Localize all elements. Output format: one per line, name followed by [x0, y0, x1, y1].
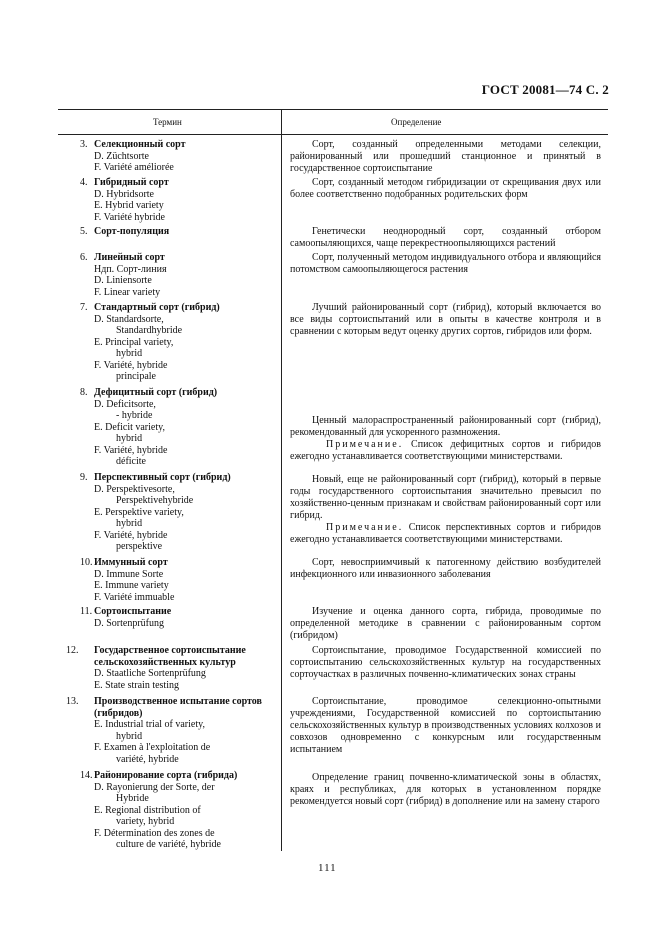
term-translation: F. Variété, hybride	[94, 444, 168, 456]
term-translation: F. Variété hybride	[94, 211, 165, 223]
term-translation: F. Variété améliorée	[94, 162, 174, 173]
term-number: 5.	[80, 226, 88, 237]
definition-text: Сорт, созданный методом гибридизации от скрещивания двух или более соответственно подобранных родительских форм	[290, 177, 601, 200]
term-number: 13.	[66, 696, 79, 707]
term-translation: E. State strain testing	[94, 679, 179, 691]
term-title: Сорт-популяция	[94, 226, 170, 237]
term-translation: Standardhybride	[116, 325, 183, 336]
term-translation: D. Immune Sorte	[94, 568, 164, 580]
term-number: 12.	[66, 645, 79, 656]
note-label: Примечание.	[326, 522, 404, 533]
term-cell	[80, 387, 290, 468]
term-translation: E. Regional distribution of	[94, 804, 201, 816]
definition-cell	[290, 139, 601, 175]
definition-text: Изучение и оценка данного сорта, гибрида, проводимые по определенной методике в сравнении с районированным сортом (гибридом)	[290, 606, 601, 641]
term-number: 11.	[80, 606, 93, 617]
table-header	[58, 109, 608, 135]
term-translation: D. Hybridsorte	[94, 188, 154, 200]
definition-cell	[290, 415, 601, 463]
term-cell	[80, 606, 290, 629]
term-translation: E. Deficit variety,	[94, 421, 165, 433]
term-translation: - hybride	[116, 410, 153, 421]
term-title: Дефицитный сорт (гибрид)	[94, 387, 218, 398]
note-text: Список перспективных сортов и гибридов ежегодно устанавливается соответствующими министерствами.	[290, 522, 602, 545]
term-translation: D. Sortenprüfung	[94, 617, 164, 629]
definition-text: Ценный малораспространенный районированный сорт (гибрид), рекомендованный для ускоренного размножения.	[290, 415, 601, 438]
page-number: 111	[318, 862, 337, 874]
term-title: Гибридный сорт	[94, 177, 169, 188]
definition-cell	[290, 302, 601, 338]
term-translation: E. Perspektive variety,	[94, 506, 184, 518]
definition-cell	[290, 474, 601, 546]
definition-cell	[290, 645, 601, 681]
term-translation: Hybride	[116, 793, 149, 804]
term-cell	[80, 226, 290, 238]
term-translation: D. Perspektivesorte,	[94, 483, 175, 495]
term-title: Линейный сорт	[94, 252, 165, 263]
term-translation: Perspektivehybride	[116, 495, 194, 506]
term-translation: E. Industrial trial of variety,	[94, 719, 205, 730]
term-number: 8.	[80, 387, 88, 398]
definition-text: Определение границ почвенно-климатической зоны в областях, краях и республиках, для которых в установленном порядке рекомендуется новый сорт (гибрид) в дополнение или на замену старого	[290, 772, 601, 807]
term-translation: hybrid	[116, 348, 143, 359]
term-translation: D. Liniensorte	[94, 275, 152, 286]
definition-text: Генетически неоднородный сорт, созданный отбором самоопыляющихся, чаще перекрестноопыляющихся растений	[290, 226, 601, 249]
term-translation: F. Examen à l'exploitation de	[94, 742, 211, 753]
term-title: Государственное сортоиспытание сельскохозяйственных культур	[94, 645, 246, 668]
term-number: 14.	[80, 770, 93, 781]
definition-cell	[290, 557, 601, 581]
definition-text: Сорт, созданный определенными методами селекции, районированный или прошедший станционное и принятый в государственное сортоиспытание	[290, 139, 601, 174]
term-cell	[80, 177, 290, 223]
term-title: Районирование сорта (гибрида)	[94, 770, 238, 781]
definition-cell	[290, 606, 601, 642]
term-translation: F. Variété immuable	[94, 591, 175, 603]
term-translation: E. Immune variety	[94, 580, 169, 591]
column-header-term: Термин	[153, 117, 182, 127]
term-translation: déficite	[116, 456, 146, 467]
term-translation: principale	[116, 371, 156, 382]
definition-text: Новый, еще не районированный сорт (гибрид), который в первые годы государственного сортоиспытания значительно превысил по хозяйственно-ценным признакам и свойствам районированный сорт или гибрид.	[290, 474, 601, 521]
term-translation: F. Variété, hybride	[94, 359, 168, 371]
term-number: 10.	[80, 557, 93, 568]
definition-cell	[290, 252, 601, 276]
definition-cell	[290, 226, 601, 250]
column-header-definition: Определение	[391, 117, 442, 127]
term-cell	[66, 645, 290, 691]
term-cell	[80, 252, 290, 298]
term-number: 7.	[80, 302, 88, 313]
term-cell	[80, 770, 290, 851]
term-cell	[80, 139, 290, 174]
definition-cell	[290, 772, 601, 808]
term-title: Селекционный сорт	[94, 139, 186, 150]
definition-note	[290, 439, 601, 463]
term-translation: D. Züchtsorte	[94, 150, 149, 162]
definition-cell	[290, 177, 601, 201]
definition-text: Сортоиспытание, проводимое Государственной комиссией по сортоиспытанию сельскохозяйственных культур на государственных сортоучастках в различных почвенно-климатических зонах страны	[290, 645, 601, 680]
definition-cell	[290, 696, 601, 756]
term-translation: E. Principal variety,	[94, 336, 174, 348]
term-translation: E. Hybrid variety	[94, 200, 164, 211]
definition-text: Сорт, невосприимчивый к патогенному действию возбудителей инфекционного или инвазионного заболевания	[290, 557, 601, 580]
term-translation: D. Deficitsorte,	[94, 398, 156, 410]
term-translation: Ндп. Сорт-линия	[94, 263, 167, 275]
term-title: Перспективный сорт (гибрид)	[94, 472, 231, 483]
term-translation: culture de variété, hybride	[116, 839, 221, 850]
term-title: Иммунный сорт	[94, 557, 168, 568]
term-translation: variété, hybride	[116, 753, 179, 765]
term-translation: F. Linear variety	[94, 286, 161, 298]
note-label: Примечание.	[326, 439, 404, 450]
term-title: Сортоиспытание	[94, 606, 172, 617]
term-translation: F. Variété, hybride	[94, 529, 168, 541]
term-title: Производственное испытание сортов (гибридов)	[94, 696, 262, 719]
term-translation: perspektive	[116, 541, 163, 552]
definition-note	[290, 522, 601, 546]
term-cell	[80, 302, 290, 383]
term-number: 9.	[80, 472, 88, 483]
page-header: ГОСТ 20081—74 С. 2	[481, 82, 609, 97]
term-translation: D. Standardsorte,	[94, 313, 164, 325]
term-number: 4.	[80, 177, 88, 188]
term-translation: F. Détermination des zones de	[94, 827, 215, 839]
term-title: Стандартный сорт (гибрид)	[94, 302, 220, 313]
term-number: 3.	[80, 139, 88, 150]
definition-text: Лучший районированный сорт (гибрид), который включается во все виды сортоиспытаний или в опыты в качестве контроля и в сравнении с которым ведут оценку других сортов, гибридов или форм.	[290, 302, 601, 337]
term-translation: hybrid	[116, 518, 143, 529]
definition-text: Сорт, полученный методом индивидуального отбора и являющийся потомством самоопыляющегося растения	[290, 252, 601, 275]
term-translation: hybrid	[116, 433, 143, 444]
term-translation: hybrid	[116, 730, 143, 742]
term-translation: D. Staatliche Sortenprüfung	[94, 668, 206, 679]
term-translation: variety, hybrid	[116, 816, 175, 827]
term-number: 6.	[80, 252, 88, 263]
note-text: Список дефицитных сортов и гибридов ежегодно устанавливается соответствующими министерствами.	[290, 439, 601, 462]
term-cell	[80, 557, 290, 603]
definition-text: Сортоиспытание, проводимое селекционно-опытными учреждениями, Государственной комиссией по сортоиспытанию сельскохозяйственных культур в производственных условиях колхозов и совхозов одновременно с конкурсным или государственным испытанием	[290, 696, 601, 755]
term-translation: D. Rayonierung der Sorte, der	[94, 781, 215, 793]
term-cell	[80, 472, 290, 553]
term-cell	[66, 696, 290, 765]
